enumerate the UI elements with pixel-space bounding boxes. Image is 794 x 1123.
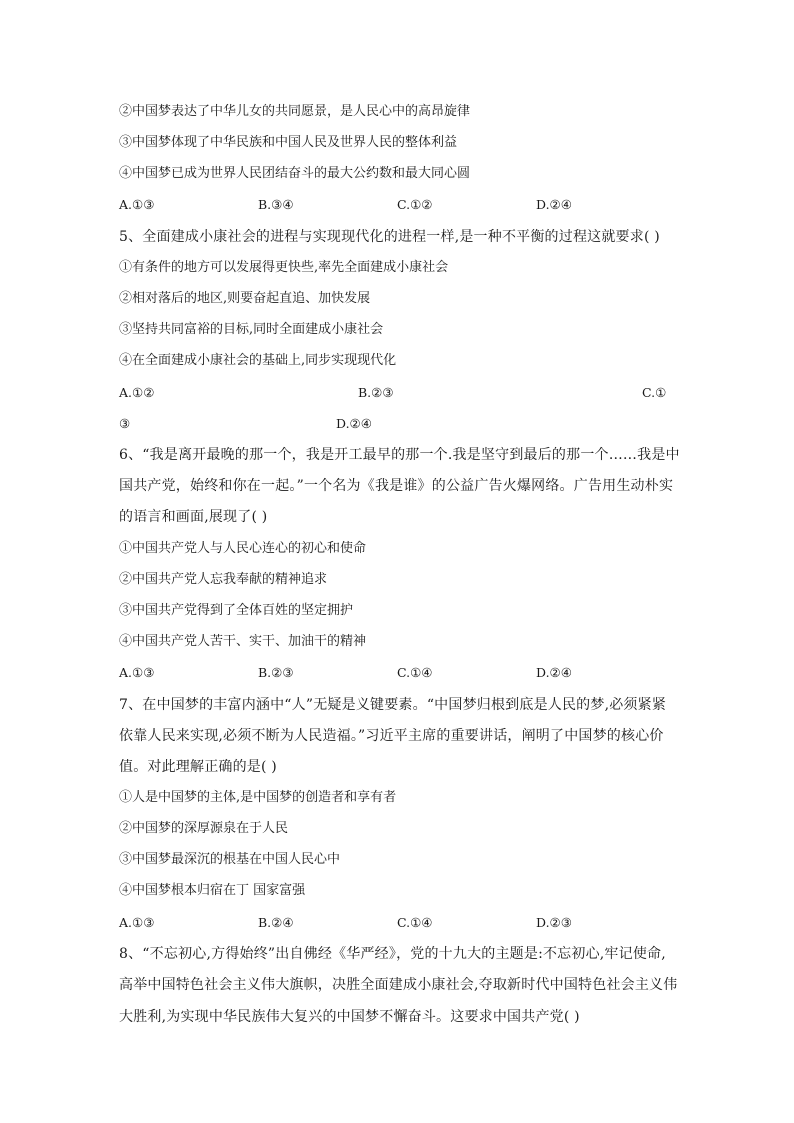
q7-stem-line-1: 7、在中国梦的丰富内涵中“人”无疑是义键要素。“中国梦归根到底是人民的梦,必须紧紧 xyxy=(119,697,667,713)
q8-stem-line-1: 8、“不忘初心,方得始终”出自佛经《华严经》，党的十九大的主题是:不忘初心,牢记使命, xyxy=(119,946,666,962)
q5-option-c-wrap: ③ xyxy=(119,416,131,431)
q6-option-c: C.①④ xyxy=(397,665,433,680)
q6-stem-line-3: 的语言和画面,展现了( ) xyxy=(119,509,268,525)
q7-option-d: D.②③ xyxy=(536,915,572,930)
q7-option-b: B.②④ xyxy=(258,915,294,930)
q6-item-3: ③中国共产党得到了全体百姓的坚定拥护 xyxy=(119,603,354,618)
q7-item-3: ③中国梦最深沉的根基在中国人民心中 xyxy=(119,852,341,867)
q6-item-1: ①中国共产党人与人民心连心的初心和使命 xyxy=(119,541,367,556)
q4-option-b: B.③④ xyxy=(258,197,294,212)
q8-stem-line-2: 高举中国特色社会主义伟大旗帜，决胜全面建成小康社会,夺取新时代中国特色社会主义伟 xyxy=(119,977,678,993)
q6-option-b: B.②③ xyxy=(258,665,294,680)
q7-option-a: A.①③ xyxy=(119,915,155,930)
q7-item-4: ④中国梦根本归宿在丁 国家富强 xyxy=(119,883,306,898)
q5-item-3: ③坚持共同富裕的目标,同时全面建成小康社会 xyxy=(119,322,384,337)
q4-option-d: D.②④ xyxy=(536,197,572,212)
q5-option-b: B.②③ xyxy=(358,385,394,400)
q5-option-d: D.②④ xyxy=(336,416,372,431)
q7-stem-line-3: 值。对此理解正确的是( ) xyxy=(119,759,277,775)
q5-item-2: ②相对落后的地区,则要奋起直追、加快发展 xyxy=(119,291,371,306)
q6-item-4: ④中国共产党人苦干、实干、加油干的精神 xyxy=(119,634,367,649)
q4-item-3: ③中国梦体现了中华民族和中国人民及世界人民的整体利益 xyxy=(119,135,458,150)
q4-item-4: ④中国梦已成为世界人民团结奋斗的最大公约数和最大同心圆 xyxy=(119,166,471,181)
q8-stem-line-3: 大胜利,为实现中华民族伟大复兴的中国梦不懈奋斗。这要求中国共产党( ) xyxy=(119,1009,580,1025)
q4-item-2: ②中国梦表达了中华儿女的共同愿景，是人民心中的高昂旋律 xyxy=(119,104,471,119)
q7-stem-line-2: 依靠人民来实现,必须不断为人民造福。”习近平主席的重要讲话，阐明了中国梦的核心价 xyxy=(119,728,664,744)
q6-item-2: ②中国共产党人忘我奉献的精神追求 xyxy=(119,572,328,587)
q6-stem-line-1: 6、“我是离开最晚的那一个，我是开工最早的那一个.我是坚守到最后的那一个……我是中 xyxy=(119,447,680,463)
q7-option-c: C.①④ xyxy=(397,915,433,930)
q6-option-a: A.①③ xyxy=(119,665,155,680)
q5-stem: 5、全面建成小康社会的进程与实现现代化的进程一样,是一种不平衡的过程这就要求( ) xyxy=(119,229,660,245)
q7-item-1: ①人是中国梦的主体,是中国梦的创造者和享有者 xyxy=(119,790,397,805)
q4-option-c: C.①② xyxy=(397,197,433,212)
q6-stem-line-2: 国共产党，始终和你在一起。”一个名为《我是谁》的公益广告火爆网络。广告用生动朴实 xyxy=(119,478,674,494)
q5-option-c: C.① xyxy=(642,385,667,400)
q4-option-a: A.①③ xyxy=(119,197,155,212)
q5-item-4: ④在全面建成小康社会的基础上,同步实现现代化 xyxy=(119,353,397,368)
q5-item-1: ①有条件的地方可以发展得更快些,率先全面建成小康社会 xyxy=(119,260,449,275)
q7-item-2: ②中国梦的深厚源泉在于人民 xyxy=(119,821,289,836)
q6-option-d: D.②④ xyxy=(536,665,572,680)
q5-option-a: A.①② xyxy=(119,385,155,400)
